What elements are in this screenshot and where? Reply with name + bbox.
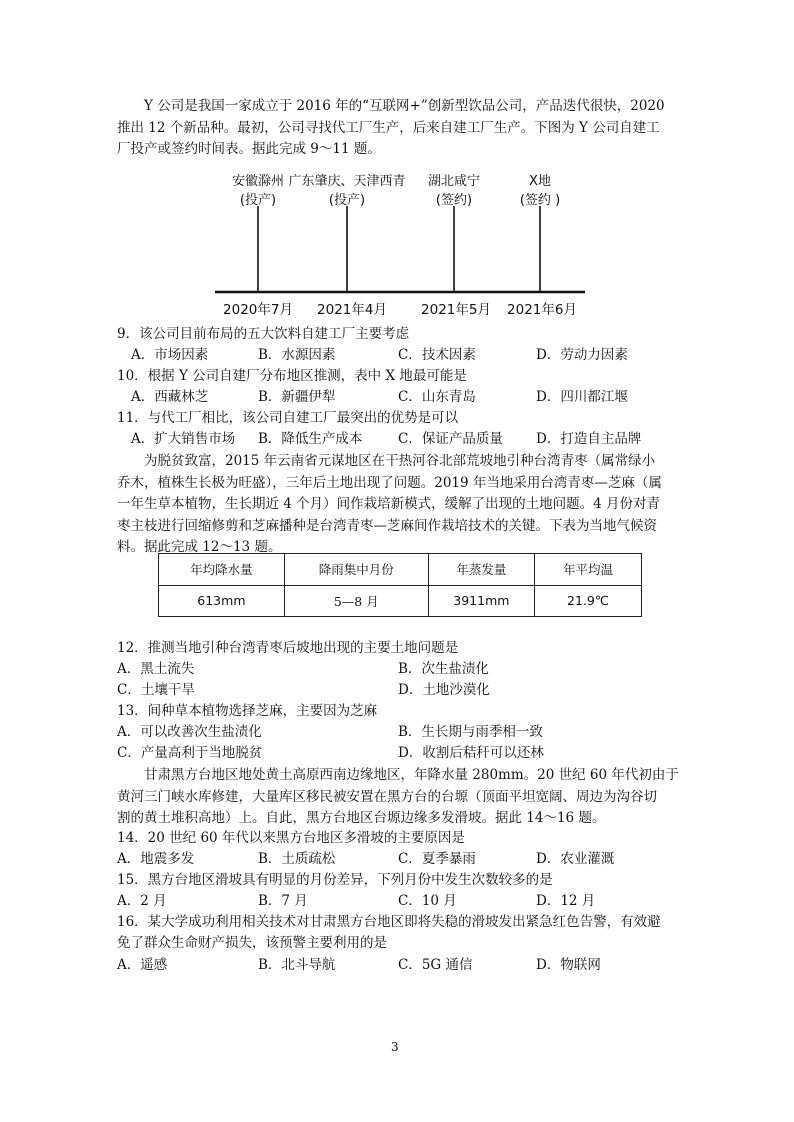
q11-option-c[interactable]: C．保证产品质量: [398, 431, 503, 447]
table-header-cell: 年平均温: [534, 554, 641, 586]
question-12-stem: 12．推测当地引种台湾青枣后坡地出现的主要土地问题是: [117, 640, 459, 656]
table-cell: 5—8 月: [284, 585, 428, 617]
question-11-stem: 11．与代工厂相比，该公司自建工厂最突出的优势是可以: [117, 410, 459, 426]
q11-option-b[interactable]: B．降低生产成本: [258, 431, 363, 447]
q15-option-c[interactable]: C．10 月: [398, 893, 457, 909]
question-15-stem: 15．黑方台地区滑坡具有明显的月份差异，下列月份中发生次数较多的是: [117, 872, 553, 888]
timeline-place: X地: [529, 174, 551, 189]
q14-option-b[interactable]: B．土质疏松: [258, 851, 336, 867]
q15-option-d[interactable]: D．12 月: [536, 893, 596, 909]
q9-option-d[interactable]: D．劳动力因素: [536, 347, 628, 363]
intro-3-line: 甘肃黑方台地区地处黄土高原西南边缘地区，年降水量 280mm。20 世纪 60 年代初由于: [144, 767, 679, 783]
q9-option-a[interactable]: A．市场因素: [131, 347, 209, 363]
q16-option-b[interactable]: B．北斗导航: [258, 957, 336, 973]
intro-passage-2: [117, 451, 687, 559]
q16-option-d[interactable]: D．物联网: [536, 957, 601, 973]
climate-table: [158, 553, 642, 617]
question-10-stem: 10．根据 Y 公司自建厂分布地区推测，表中 X 地最可能是: [117, 368, 467, 384]
q10-option-c[interactable]: C．山东青岛: [398, 389, 476, 405]
intro-1-line: 厂投产或签约时间表。据此完成 9～11 题。: [117, 141, 381, 157]
intro-2-line: 乔木，植株生长极为旺盛），三年后土地出现了问题。2019 年当地采用台湾青枣—芝麻（属: [117, 474, 662, 491]
table-cell: 3911mm: [428, 585, 534, 617]
timeline-status: (签约 ): [519, 193, 561, 208]
timeline-date: 2021年5月: [421, 302, 491, 318]
question-14-stem: 14．20 世纪 60 年代以来黑方台地区多滑坡的主要原因是: [117, 830, 465, 846]
page-number: 3: [391, 1040, 399, 1054]
question-16-stem: 16．某大学成功利用相关技术对甘肃黑方台地区即将失稳的滑坡发出紧急红色告警，有效避: [117, 914, 661, 930]
q12-option-b[interactable]: B．次生盐渍化: [398, 661, 489, 677]
timeline-place: 广东肇庆、天津西青: [288, 174, 406, 189]
question-9-stem: 9．该公司目前布局的五大饮料自建工厂主要考虑: [117, 326, 410, 342]
q12-option-d[interactable]: D．土地沙漠化: [398, 682, 490, 698]
q11-option-a[interactable]: A．扩大销售市场: [131, 431, 236, 447]
q14-option-c[interactable]: C．夏季暴雨: [398, 851, 476, 867]
q13-option-a[interactable]: A．可以改善次生盐渍化: [117, 724, 262, 740]
timeline-place: 湖北咸宁: [427, 174, 480, 189]
q10-option-b[interactable]: B．新疆伊犁: [258, 389, 336, 405]
q16-option-a[interactable]: A．遥感: [117, 957, 168, 973]
q13-option-d[interactable]: D．收割后秸秆可以还林: [398, 745, 544, 761]
timeline-date: 2021年6月: [507, 302, 577, 318]
table-header-cell: 年均降水量: [159, 554, 285, 586]
intro-2-line: 为脱贫致富，2015 年云南省元谋地区在干热河谷北部荒坡地引种台湾青枣（属常绿小: [144, 453, 656, 469]
intro-2-line: 枣主枝进行回缩修剪和芝麻播种是台湾青枣—芝麻间作栽培技术的关键。下表为当地气候资: [117, 517, 657, 534]
timeline-status: (投产): [328, 193, 366, 208]
q11-option-d[interactable]: D．打造自主品牌: [536, 431, 642, 447]
q14-option-d[interactable]: D．农业灌溉: [536, 851, 615, 867]
timeline-lines: [0, 0, 794, 330]
q10-option-d[interactable]: D．四川都江堰: [536, 389, 628, 405]
q15-option-a[interactable]: A．2 月: [117, 893, 167, 909]
intro-3-line: 割的黄土堆积高地）上。自此，黑方台地区台塬边缘多发滑坡。据此 14～16 题。: [117, 810, 606, 826]
q12-option-c[interactable]: C．土壤干旱: [117, 682, 195, 698]
q10-option-a[interactable]: A．西藏林芝: [131, 389, 209, 405]
table-cell: 21.9℃: [534, 585, 641, 617]
intro-2-line: 料。据此完成 12～13 题。: [117, 539, 282, 555]
question-13-stem: 13．间种草本植物选择芝麻，主要因为芝麻: [117, 703, 378, 719]
table-header-cell: 年蒸发量: [428, 554, 534, 586]
q14-option-a[interactable]: A．地震多发: [117, 851, 195, 867]
table-cell: 613mm: [159, 585, 285, 617]
q13-option-b[interactable]: B．生长期与雨季相一致: [398, 724, 543, 740]
timeline-status: (投产): [239, 193, 277, 208]
q16-option-c[interactable]: C．5G 通信: [398, 957, 473, 973]
intro-1-line: 推出 12 个新品种。最初，公司寻找代工厂生产，后来自建工厂生产。下图为 Y 公司自建工: [117, 119, 660, 136]
table-row: [159, 585, 642, 617]
q12-option-a[interactable]: A．黑土流失: [117, 661, 195, 677]
q15-option-b[interactable]: B．7 月: [258, 893, 308, 909]
table-header-row: [159, 554, 642, 586]
intro-1-line: Y 公司是我国一家成立于 2016 年的“互联网+”创新型饮品公司，产品迭代很快，2020: [144, 98, 665, 114]
q9-option-b[interactable]: B．水源因素: [258, 347, 336, 363]
timeline-date: 2020年7月: [223, 302, 293, 318]
timeline-place: 安徽滁州: [231, 174, 284, 189]
intro-2-line: 一年生草本植物，生长期近 4 个月）间作栽培新模式，缓解了出现的土地问题。4 月份对青: [117, 496, 661, 512]
table-header-cell: 降雨集中月份: [284, 554, 428, 586]
intro-3-line: 黄河三门峡水库修建，大量库区移民被安置在黑方台的台塬（顶面平坦宽阔、周边为沟谷切: [117, 788, 657, 805]
intro-passage-3: [117, 765, 687, 830]
q13-option-c[interactable]: C．产量高利于当地脱贫: [117, 745, 263, 761]
question-16-stem-cont: 免了群众生命财产损失，该预警主要利用的是: [117, 935, 387, 951]
timeline-status: (签约): [435, 193, 473, 208]
timeline-date: 2021年4月: [317, 302, 387, 318]
q9-option-c[interactable]: C．技术因素: [398, 347, 476, 363]
